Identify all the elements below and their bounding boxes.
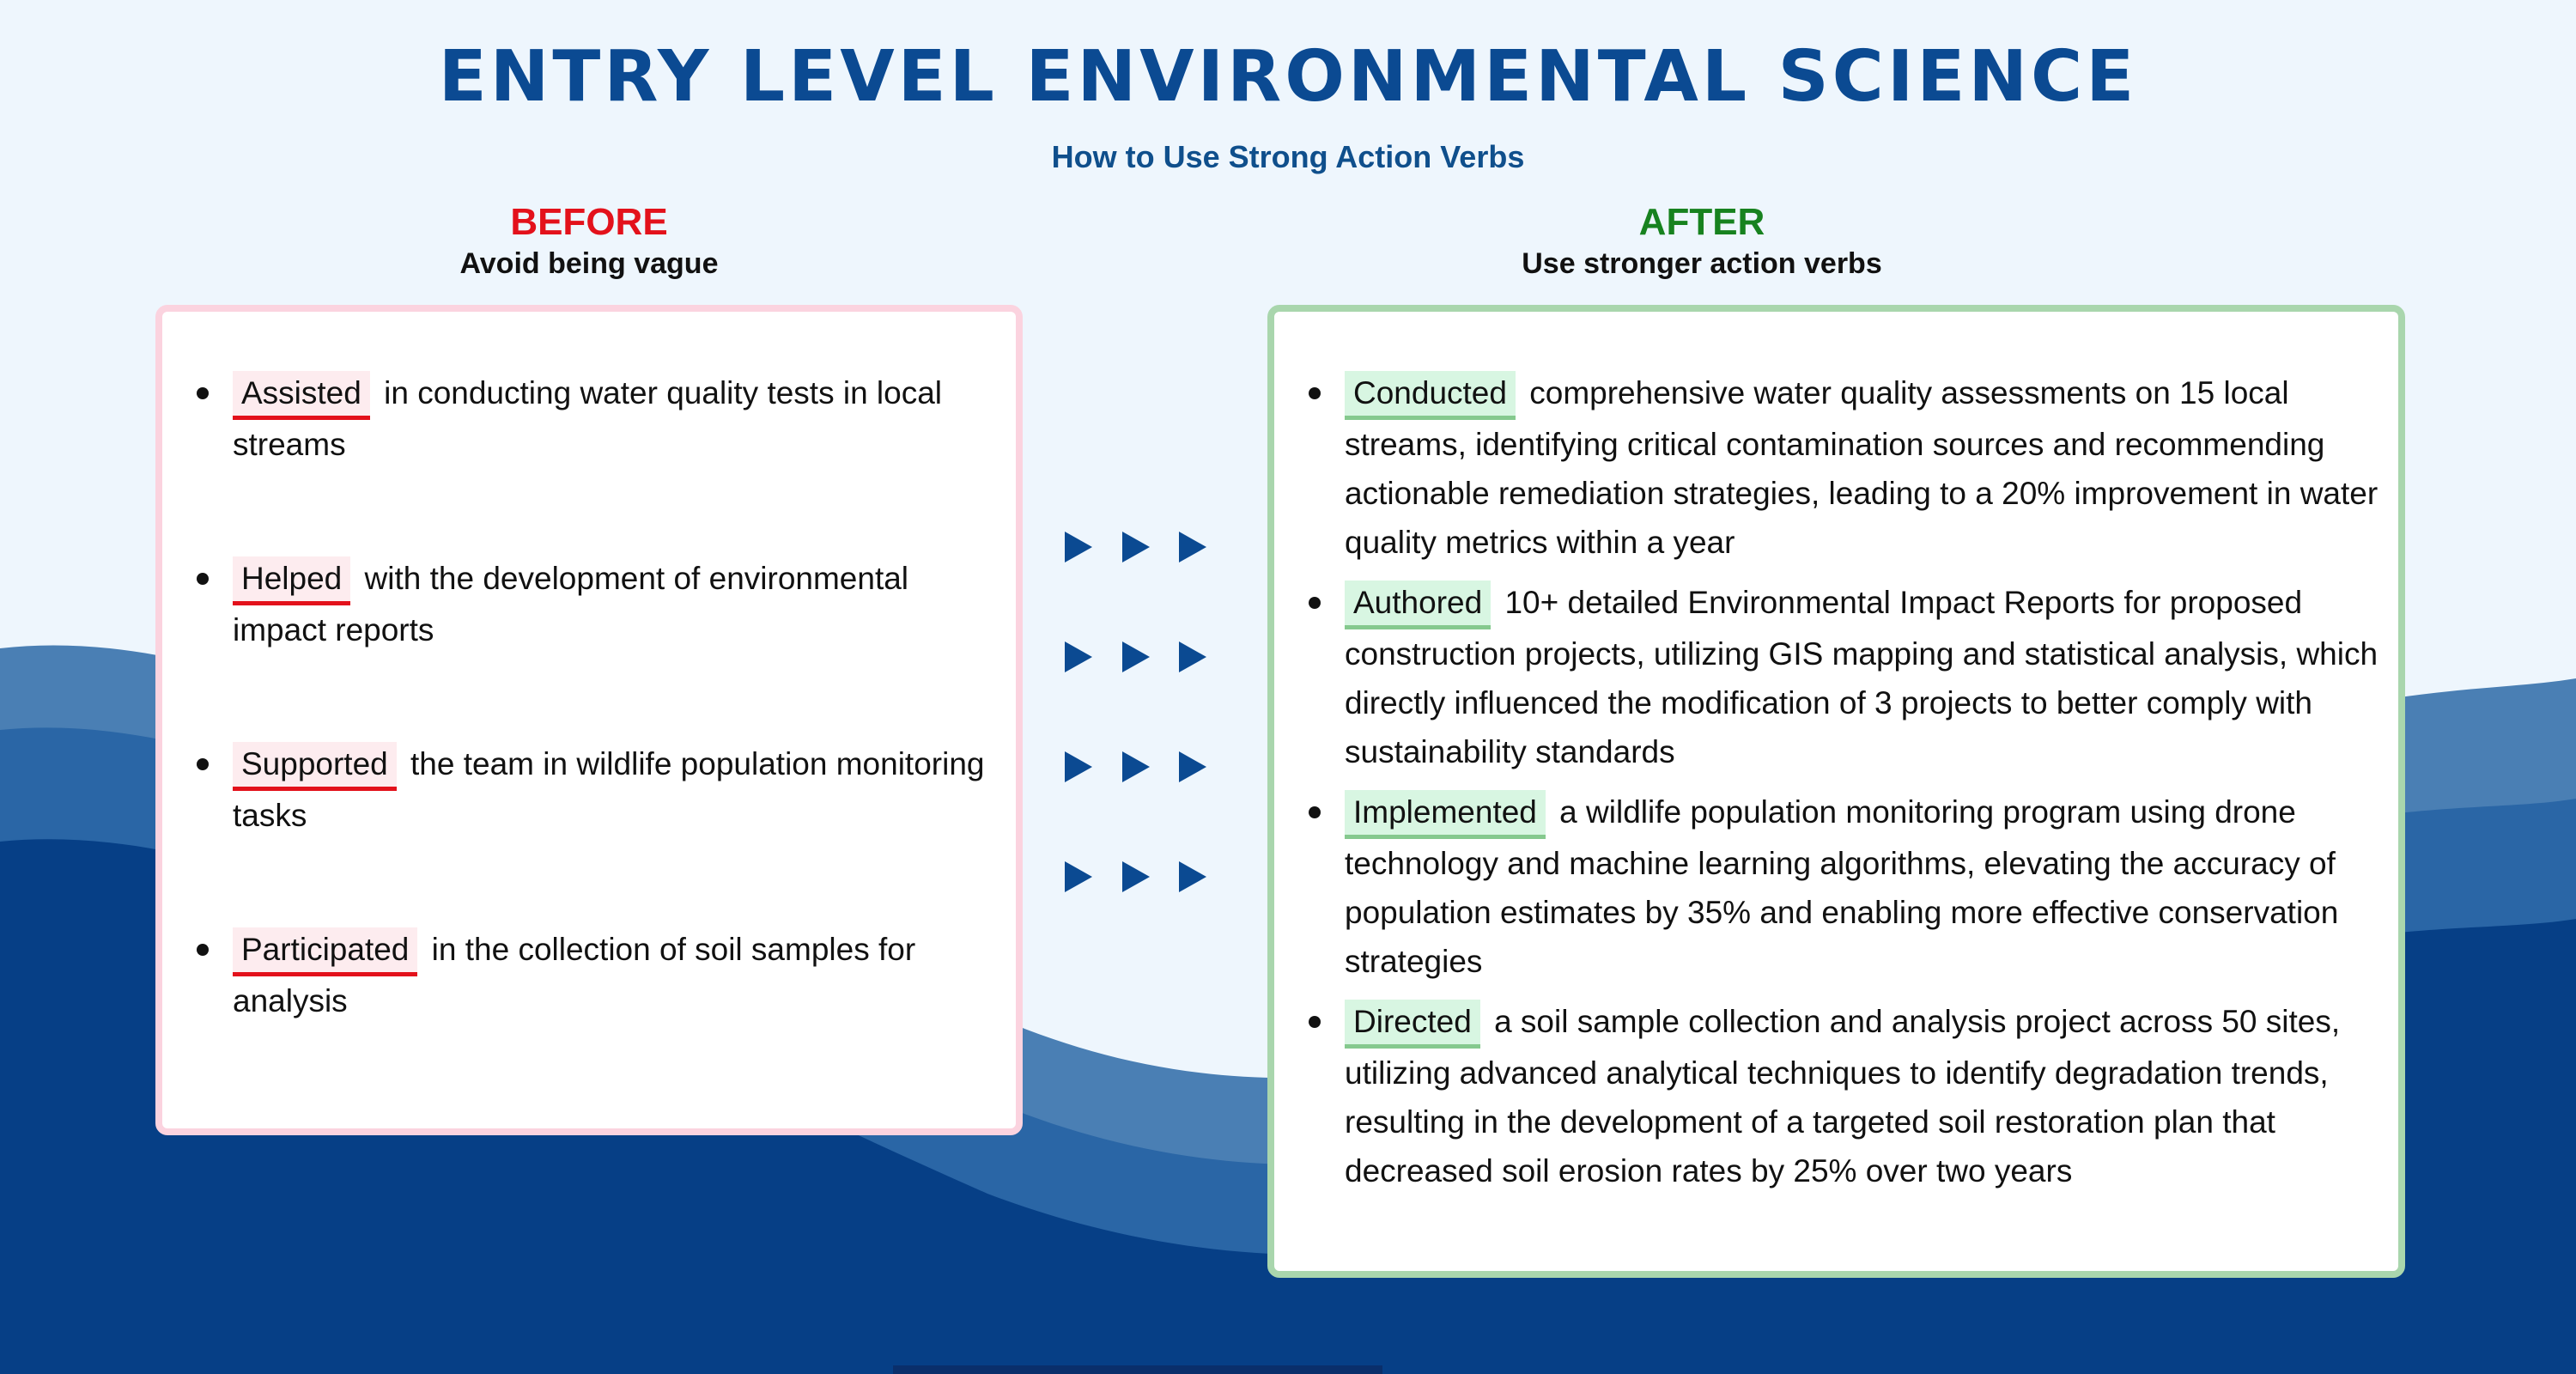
after-item: [1300, 368, 2382, 567]
arrow-right-icon: [1179, 641, 1206, 672]
before-text: in conducting water quality tests in local streams: [233, 375, 943, 462]
after-header: [1268, 199, 2136, 282]
before-item: [188, 739, 995, 840]
page-subtitle: How to Use Strong Action Verbs: [1051, 139, 1525, 174]
arrow-right-icon: [1065, 641, 1092, 672]
arrow-right-icon: [1122, 532, 1150, 562]
after-list: [1300, 368, 2382, 1207]
after-text: 10+ detailed Environmental Impact Reports for proposed construction projects, utilizing GIS mapping and statistical analysis, which directly influenced the modification of 3 projects to better comply with sustainability standards: [1345, 585, 2379, 769]
before-text: with the development of environmental impact reports: [233, 561, 909, 647]
before-verb: Supported: [233, 742, 397, 791]
before-sublabel: Avoid being vague: [459, 247, 719, 280]
arrow-right-icon: [1065, 861, 1092, 892]
after-text: comprehensive water quality assessments on 15 local streams, identifying critical contamination sources and recommending actionable remediation strategies, leading to a 20% improvement in water quality metrics within a year: [1345, 375, 2379, 560]
before-verb: Participated: [233, 927, 417, 976]
arrow-row: [1065, 526, 1206, 568]
after-verb: Directed: [1345, 1000, 1480, 1049]
arrow-row: [1065, 635, 1206, 678]
after-sublabel: Use stronger action verbs: [1522, 247, 1882, 280]
after-verb: Authored: [1345, 581, 1491, 629]
after-text: a soil sample collection and analysis project across 50 sites, utilizing advanced analytical techniques to identify degradation trends, resulting in the development of a targeted soil restoration plan that decreased soil erosion rates by 25% over two years: [1345, 1004, 2341, 1189]
arrow-right-icon: [1122, 861, 1150, 892]
before-verb: Helped: [233, 556, 350, 605]
before-card: [155, 305, 1023, 1135]
before-text: the team in wildlife population monitoring tasks: [233, 746, 985, 833]
arrow-right-icon: [1065, 751, 1092, 782]
arrow-right-icon: [1179, 532, 1206, 562]
bottom-band: [893, 1365, 1382, 1374]
arrow-row: [1065, 855, 1206, 898]
before-text: in the collection of soil samples for analysis: [233, 932, 916, 1018]
after-verb: Implemented: [1345, 790, 1546, 839]
after-card: [1267, 305, 2405, 1278]
arrow-right-icon: [1179, 751, 1206, 782]
before-list: [188, 368, 995, 1110]
after-verb: Conducted: [1345, 371, 1516, 420]
before-header: [155, 199, 1023, 282]
arrow-right-icon: [1122, 751, 1150, 782]
after-item: [1300, 787, 2382, 986]
page-title: ENTRY LEVEL ENVIRONMENTAL SCIENCE: [438, 36, 2138, 118]
after-item: [1300, 578, 2382, 776]
before-item: [188, 554, 995, 654]
before-item: [188, 925, 995, 1025]
before-label: BEFORE: [510, 201, 668, 243]
after-label: AFTER: [1638, 201, 1765, 243]
arrow-right-icon: [1179, 861, 1206, 892]
before-verb: Assisted: [233, 371, 370, 420]
after-item: [1300, 997, 2382, 1195]
arrow-row: [1065, 745, 1206, 788]
before-item: [188, 368, 995, 469]
arrow-right-icon: [1065, 532, 1092, 562]
arrow-right-icon: [1122, 641, 1150, 672]
after-text: a wildlife population monitoring program using drone technology and machine learning algorithms, elevating the accuracy of population estimates by 35% and enabling more effective conservation strategies: [1345, 794, 2339, 979]
